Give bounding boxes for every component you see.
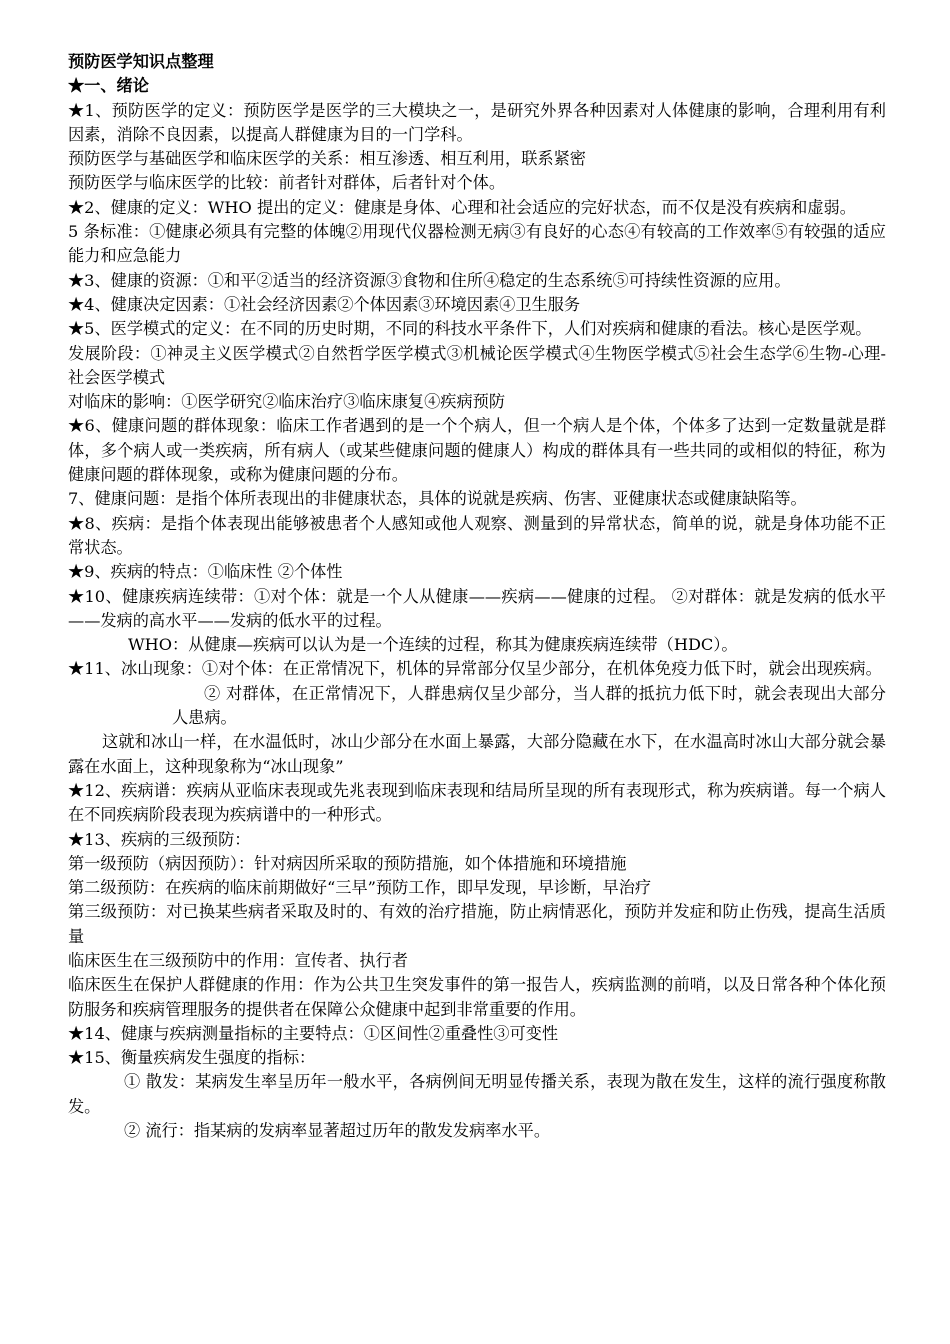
paragraph: 临床医生在保护人群健康的作用：作为公共卫生突发事件的第一报告人，疾病监测的前哨，以及日常各种个体化预防服务和疾病管理服务的提供者在保障公众健康中起到非常重要的作用。 <box>68 975 886 1019</box>
paragraph: 这就和冰山一样，在水温低时，冰山少部分在水面上暴露，大部分隐藏在水下，在水温高时冰山大部分就会暴露在水面上，这种现象称为“冰山现象” <box>68 732 886 776</box>
paragraph: ★1、预防医学的定义：预防医学是医学的三大模块之一，是研究外界各种因素对人体健康的影响，合理利用有利因素，消除不良因素，以提高人群健康为目的一门学科。 <box>68 100 886 144</box>
paragraph: 对临床的影响：①医学研究②临床治疗③临床康复④疾病预防 <box>68 392 506 412</box>
paragraph: ★4、健康决定因素：①社会经济因素②个体因素③环境因素④卫生服务 <box>68 294 581 314</box>
paragraph: ★9、疾病的特点：①临床性 ②个体性 <box>68 562 343 582</box>
paragraph: 第一级预防（病因预防）：针对病因所采取的预防措施，如个体措施和环境措施 <box>68 853 627 873</box>
paragraph: ② 流行：指某病的发病率显著超过历年的散发发病率水平。 <box>124 1121 551 1141</box>
paragraph: 7、健康问题：是指个体所表现出的非健康状态，具体的说就是疾病、伤害、亚健康状态或健康缺陷等。 <box>68 489 807 509</box>
paragraph: 第三级预防：对已换某些病者采取及时的、有效的治疗措施，防止病情恶化，预防并发症和防止伤残，提高生活质量 <box>68 902 886 946</box>
paragraph: 发展阶段：①神灵主义医学模式②自然哲学医学模式③机械论医学模式④生物医学模式⑤社会生态学⑥生物-心理-社会医学模式 <box>68 343 886 387</box>
paragraph: 预防医学与临床医学的比较：前者针对群体，后者针对个体。 <box>68 173 506 193</box>
paragraph: ★14、健康与疾病测量指标的主要特点：①区间性②重叠性③可变性 <box>68 1023 559 1043</box>
section-heading: ★一、绪论 <box>68 76 149 96</box>
paragraph: 临床医生在三级预防中的作用：宣传者、执行者 <box>68 950 408 970</box>
paragraph: ★3、健康的资源：①和平②适当的经济资源③食物和住所④稳定的生态系统⑤可持续性资源的应用。 <box>68 270 791 290</box>
paragraph: ① 散发：某病发生率呈历年一般水平，各病例间无明显传播关系，表现为散在发生，这样的流行强度称散发。 <box>68 1072 886 1116</box>
paragraph: ★15、衡量疾病发生强度的指标： <box>68 1048 316 1068</box>
paragraph: ★11、冰山现象：①对个体：在正常情况下，机体的异常部分仅呈少部分，在机体免疫力低下时，就会出现疾病。 <box>68 659 882 679</box>
paragraph: 第二级预防：在疾病的临床前期做好“三早”预防工作，即早发现，早诊断，早治疗 <box>68 878 652 898</box>
paragraph: 预防医学与基础医学和临床医学的关系：相互渗透、相互利用，联系紧密 <box>68 149 586 169</box>
paragraph: 5 条标准：①健康必须具有完整的体魄②用现代仪器检测无病③有良好的心态④有较高的工作效率⑤有较强的适应能力和应急能力 <box>68 222 886 266</box>
paragraph: ★6、健康问题的群体现象：临床工作者遇到的是一个个病人，但一个病人是个体，个体多了达到一定数量就是群体，多个病人或一类疾病，所有病人（或某些健康问题的健康人）构成的群体具有一些共同的或相似的特征，称为健康问题的群体现象，或称为健康问题的分布。 <box>68 416 886 485</box>
paragraph: ★2、健康的定义：WHO 提出的定义：健康是身体、心理和社会适应的完好状态，而不仅是没有疾病和虚弱。 <box>68 197 856 217</box>
paragraph: ② 对群体，在正常情况下，人群患病仅呈少部分，当人群的抵抗力低下时，就会表现出大部分人患病。 <box>172 683 886 728</box>
paragraph: ★8、疾病：是指个体表现出能够被患者个人感知或他人观察、测量到的异常状态，简单的说，就是身体功能不正常状态。 <box>68 513 886 557</box>
paragraph: ★13、疾病的三级预防： <box>68 829 251 849</box>
paragraph: ★12、疾病谱：疾病从亚临床表现或先兆表现到临床表现和结局所呈现的所有表现形式，称为疾病谱。每一个病人在不同疾病阶段表现为疾病谱中的一种形式。 <box>68 780 886 825</box>
doc-title: 预防医学知识点整理 <box>68 52 214 71</box>
paragraph: ★10、健康疾病连续带：①对个体：就是一个人从健康——疾病——健康的过程。 ②对群体：就是发病的低水平——发病的高水平——发病的低水平的过程。 <box>68 586 886 630</box>
document-page <box>68 50 886 1143</box>
paragraph: ★5、医学模式的定义：在不同的历史时期，不同的科技水平条件下，人们对疾病和健康的看法。核心是医学观。 <box>68 319 872 339</box>
paragraph: WHO：从健康—疾病可以认为是一个连续的过程，称其为健康疾病连续带（HDC）。 <box>128 635 738 655</box>
